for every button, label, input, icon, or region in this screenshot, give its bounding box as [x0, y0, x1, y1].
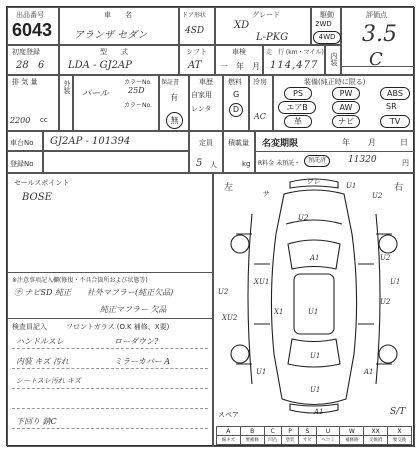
reg-label: 登録No: [10, 160, 34, 168]
car-name: アランザ セダン: [74, 30, 148, 41]
exterior-label: 外装: [63, 80, 71, 94]
color-name: パール: [82, 89, 109, 99]
recycle-unit: 円: [402, 159, 409, 167]
caution-line2: 純正マフラー 欠品: [100, 305, 167, 314]
legend-label-xx: 交換済: [364, 436, 388, 445]
ac-cell: [249, 75, 273, 131]
equip-abs: ABS: [380, 87, 410, 100]
caution-label: ※注意事項記入欄(修復・不具合箇所および状態等): [12, 277, 148, 284]
use-label: 車歴: [199, 78, 213, 86]
mark-a1-bumper: A1: [314, 408, 324, 416]
fuel-cell: [223, 75, 249, 131]
equip-airbag: エアB: [278, 101, 316, 114]
mark-st: S/T: [390, 407, 406, 417]
mark-u1-right: U1: [390, 278, 401, 286]
reg-year: 28: [16, 60, 29, 71]
mark-u2-right: U2: [380, 254, 391, 262]
mark-ware: ワレ: [306, 178, 320, 186]
capacity-label: 定員: [199, 139, 213, 147]
mark-x1: X1: [274, 308, 284, 316]
spare-label: スペア: [218, 411, 239, 419]
displacement-cell: [7, 75, 59, 131]
damage-legend: [216, 426, 412, 445]
tax-cell: [255, 131, 415, 173]
recycle-deposited-circled: 預託済: [304, 155, 330, 167]
grade-cell: [215, 7, 311, 45]
mark-u1-left-rear: U1: [256, 368, 267, 376]
legend-code-a: A: [217, 427, 241, 436]
car-outline-diagram: [214, 174, 414, 424]
use-private: 自家用: [191, 91, 212, 99]
mark-u2-right-rear: U2: [380, 298, 391, 306]
diagram-left-label: 左: [224, 183, 234, 193]
note-item-6: 下回り 錆C: [16, 417, 57, 426]
door-value: 4SD: [185, 26, 205, 36]
capacity-cell: [189, 131, 223, 173]
mileage-label: 走 行 (km・マイル): [266, 49, 324, 56]
fuel-label: 燃料: [228, 78, 242, 86]
load-cell: [223, 131, 255, 173]
drive-4wd-circled: 4WD: [313, 31, 341, 44]
chassis-label-cell: [7, 131, 43, 151]
recycle-amount: 11320: [348, 155, 377, 165]
use-rental: レンタ: [191, 105, 212, 113]
mileage-cell: [263, 45, 325, 75]
mark-a1-windshield: A1: [310, 254, 320, 262]
model-code: LDA - GJ2AP: [68, 60, 132, 71]
legend-code-b: B: [240, 427, 264, 436]
chassis-no: GJ2AP - 101394: [50, 136, 131, 147]
reg-label-cell: [7, 151, 43, 173]
mark-u1-trunk: U1: [310, 386, 321, 394]
warranty-none-circled: 無: [166, 112, 183, 129]
capacity-value: 5: [196, 158, 203, 169]
tax-year: 年: [342, 138, 350, 147]
inspection-label: 車検: [232, 48, 246, 56]
door-label: ドア形状: [182, 12, 206, 19]
equip-ps: PS: [284, 87, 312, 100]
interior-label: 内装: [330, 52, 338, 66]
legend-label-u: ヘコミ: [316, 436, 340, 445]
capacity-unit: 人: [210, 161, 217, 169]
tax-label: 名変期限: [262, 139, 299, 149]
equipment-label: 装備(純正時に限る): [304, 78, 366, 86]
first-reg-cell: [7, 45, 59, 75]
drive-label: 駆動: [320, 11, 334, 19]
color-no-label-2: カラーNo.: [124, 102, 152, 109]
legend-code-w: W: [340, 427, 364, 436]
use-cell: [189, 75, 223, 131]
fuel-d-circled: D: [229, 103, 243, 117]
warranty-label: 保証書: [161, 79, 180, 86]
exterior-label-cell: [59, 75, 73, 131]
mark-xu2: XU2: [222, 314, 238, 322]
legend-label-c: 凹凸: [264, 436, 281, 445]
color-no: 25D: [128, 86, 145, 95]
warranty-yes: 有: [170, 93, 178, 102]
legend-code-u: U: [316, 427, 340, 436]
chassis-label: 車台No: [10, 139, 34, 147]
legend-label-p: 塗装: [281, 436, 298, 445]
note-item-3: 内装 キズ 汚れ: [16, 357, 69, 366]
first-reg-label: 初度登録: [12, 48, 40, 56]
notes-panel: [7, 173, 213, 447]
drive-2wd: 2WD: [315, 20, 332, 28]
score-label: 評価点: [366, 11, 387, 19]
shift-label: シフト: [186, 48, 207, 56]
drive-cell: [311, 7, 341, 45]
door-cell: [179, 7, 215, 45]
equip-aw: AW: [332, 101, 360, 114]
score-value: 3.5: [362, 22, 397, 47]
displacement-unit: cc: [40, 116, 48, 124]
displacement-value: 2200: [10, 116, 31, 125]
windshield-label: フロントガラス (O.K 補修、X要): [66, 323, 170, 331]
legend-code-s: S: [299, 427, 316, 436]
fuel-g: G: [233, 90, 240, 99]
ac-value: AC: [254, 112, 266, 121]
lot-label: 出品番号: [16, 11, 44, 19]
tax-day: 日: [400, 138, 408, 147]
mark-u1-roof: U1: [308, 308, 319, 316]
reg-no-cell: [43, 151, 189, 173]
caution-line1: ㋠ ナビSD 純正 社外マフラー(純正欠品): [14, 288, 174, 297]
legend-code-x: X: [388, 427, 412, 436]
legend-label-s: サビ: [299, 436, 316, 445]
legend-label-x: 要交換: [388, 436, 412, 445]
shift-cell: [179, 45, 215, 75]
legend-code-xx: XX: [364, 427, 388, 436]
mark-u2-left: U2: [218, 288, 229, 296]
car-name-label: 車 名: [104, 11, 132, 19]
ac-label: 冷房: [253, 78, 267, 86]
inspector-label: 検査員記入: [12, 323, 47, 331]
equip-tv: TV: [380, 115, 410, 128]
grade-line1: XD: [234, 20, 250, 31]
mark-sa: サ: [262, 190, 269, 198]
shift-value: AT: [188, 60, 202, 71]
legend-label-b: 要補修: [240, 436, 264, 445]
mark-u1-front: U1: [346, 182, 357, 190]
note-item-2: ローダウン?: [114, 337, 159, 346]
note-item-1: ハンドルスレ: [16, 337, 64, 346]
equip-pw: PW: [332, 87, 360, 100]
mark-xu1: XU1: [254, 278, 270, 286]
grade-label: グレード: [252, 11, 280, 19]
mark-u2-front: U2: [372, 192, 383, 200]
model-label: 型 式: [100, 48, 128, 56]
legend-code-p: P: [281, 427, 298, 436]
inspection-cell: [215, 45, 263, 75]
load-label: 積載量: [228, 139, 249, 147]
legend-label-a: 線キズ: [217, 436, 241, 445]
color-cell: [73, 75, 159, 131]
equipment-cell: [273, 75, 415, 131]
diagram-right-label: 右: [394, 183, 404, 193]
equip-leather: 革: [284, 115, 312, 128]
chassis-no-cell: [43, 131, 189, 151]
color-no-label: カラーNo.: [124, 79, 152, 86]
tax-month: 月: [368, 138, 376, 147]
note-item-5: シートスレ汚れ キズ: [16, 377, 82, 385]
recycle-text: R料金 未預託・: [258, 160, 301, 167]
mark-u1-rear: U1: [310, 352, 321, 360]
mileage-value: 114,477: [270, 60, 319, 71]
auction-sheet: [6, 6, 414, 446]
inspection-value: 一 年 月: [220, 62, 260, 71]
equip-sr: SR: [386, 102, 397, 111]
warranty-cell: [159, 75, 189, 131]
load-unit: kg: [242, 160, 251, 168]
sales-point-label: セールスポイント: [14, 179, 70, 187]
mark-a1-right-rear: A1: [364, 368, 374, 376]
note-item-4: ミラーカバー A: [114, 357, 171, 366]
car-diagram-panel: [213, 173, 415, 447]
lot-number: 6043: [12, 20, 53, 40]
mark-u2-hood: U2: [298, 214, 309, 222]
sales-point: BOSE: [22, 192, 52, 203]
lot-number-cell: [7, 7, 59, 45]
displacement-label: 排 気 量: [12, 78, 38, 86]
grade-line2: L-PKG: [256, 32, 289, 43]
interior-score: C: [369, 49, 383, 70]
legend-code-c: C: [264, 427, 281, 436]
model-cell: [59, 45, 179, 75]
car-name-cell: [59, 7, 179, 45]
equip-navi: ナビ: [332, 115, 360, 128]
legend-label-w: 補修跡: [340, 436, 364, 445]
reg-month: 6: [38, 60, 45, 71]
interior-label-cell: [325, 45, 341, 75]
